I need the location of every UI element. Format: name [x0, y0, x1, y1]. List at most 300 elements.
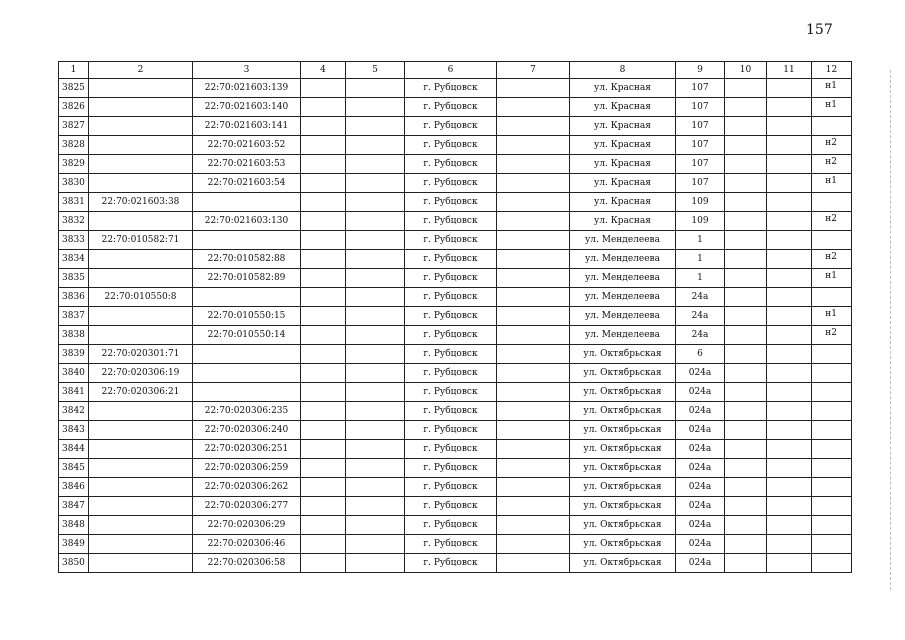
col4-cell [301, 364, 346, 383]
cadastral-number-cell [193, 231, 301, 250]
cadastral-number-cell [193, 383, 301, 402]
street-cell: ул. Менделеева [570, 288, 676, 307]
col5-cell [346, 79, 405, 98]
column-header: 12 [812, 62, 852, 79]
table-row [59, 231, 852, 250]
cadastral-number-cell: 22:70:020306:29 [193, 516, 301, 535]
col7-cell [497, 402, 570, 421]
col7-cell [497, 269, 570, 288]
street-cell: ул. Октябрьская [570, 554, 676, 573]
city-cell: г. Рубцовск [405, 193, 497, 212]
col7-cell [497, 326, 570, 345]
street-cell: ул. Красная [570, 193, 676, 212]
table-row [59, 402, 852, 421]
col10-cell [725, 364, 767, 383]
city-cell: г. Рубцовск [405, 345, 497, 364]
parcel-number-cell [89, 440, 193, 459]
cadastral-number-cell: 22:70:010582:89 [193, 269, 301, 288]
row-number-cell: 3827 [59, 117, 89, 136]
column-header: 11 [767, 62, 812, 79]
row-number-cell: 3835 [59, 269, 89, 288]
col4-cell [301, 478, 346, 497]
col7-cell [497, 288, 570, 307]
cadastral-number-cell: 22:70:020306:46 [193, 535, 301, 554]
parcel-number-cell [89, 516, 193, 535]
city-cell: г. Рубцовск [405, 459, 497, 478]
city-cell: г. Рубцовск [405, 288, 497, 307]
col10-cell [725, 383, 767, 402]
col10-cell [725, 193, 767, 212]
col11-cell [767, 535, 812, 554]
col10-cell [725, 136, 767, 155]
table-row [59, 478, 852, 497]
col7-cell [497, 421, 570, 440]
col4-cell [301, 497, 346, 516]
col11-cell [767, 326, 812, 345]
parcel-number-cell: 22:70:021603:38 [89, 193, 193, 212]
house-number-cell: 24а [676, 307, 725, 326]
col7-cell [497, 345, 570, 364]
note-cell [812, 288, 852, 307]
city-cell: г. Рубцовск [405, 79, 497, 98]
col10-cell [725, 269, 767, 288]
row-number-cell: 3849 [59, 535, 89, 554]
cadastral-number-cell: 22:70:021603:130 [193, 212, 301, 231]
col5-cell [346, 174, 405, 193]
row-number-cell: 3825 [59, 79, 89, 98]
parcel-number-cell: 22:70:010550:8 [89, 288, 193, 307]
parcel-number-cell [89, 478, 193, 497]
house-number-cell: 024а [676, 383, 725, 402]
col5-cell [346, 345, 405, 364]
col4-cell [301, 307, 346, 326]
col4-cell [301, 554, 346, 573]
cadastral-number-cell: 22:70:021603:141 [193, 117, 301, 136]
house-number-cell: 107 [676, 79, 725, 98]
cadastral-number-cell [193, 193, 301, 212]
cadastral-number-cell: 22:70:021603:52 [193, 136, 301, 155]
city-cell: г. Рубцовск [405, 307, 497, 326]
col7-cell [497, 212, 570, 231]
col5-cell [346, 136, 405, 155]
table-row [59, 554, 852, 573]
col10-cell [725, 288, 767, 307]
col7-cell [497, 117, 570, 136]
cadastral-number-cell: 22:70:020306:235 [193, 402, 301, 421]
city-cell: г. Рубцовск [405, 478, 497, 497]
parcel-number-cell [89, 79, 193, 98]
table-body [59, 79, 852, 573]
table-row [59, 174, 852, 193]
cadastral-number-cell: 22:70:020306:277 [193, 497, 301, 516]
col7-cell [497, 250, 570, 269]
cadastral-number-cell: 22:70:020306:240 [193, 421, 301, 440]
col5-cell [346, 459, 405, 478]
col4-cell [301, 516, 346, 535]
col4-cell [301, 136, 346, 155]
col5-cell [346, 497, 405, 516]
column-header: 6 [405, 62, 497, 79]
col7-cell [497, 155, 570, 174]
street-cell: ул. Октябрьская [570, 364, 676, 383]
col11-cell [767, 193, 812, 212]
table-row [59, 98, 852, 117]
col5-cell [346, 98, 405, 117]
col11-cell [767, 516, 812, 535]
cadastral-number-cell: 22:70:021603:53 [193, 155, 301, 174]
parcel-number-cell [89, 212, 193, 231]
col10-cell [725, 478, 767, 497]
row-number-cell: 3831 [59, 193, 89, 212]
parcel-number-cell: 22:70:020301:71 [89, 345, 193, 364]
street-cell: ул. Менделеева [570, 231, 676, 250]
col10-cell [725, 402, 767, 421]
col11-cell [767, 174, 812, 193]
parcel-number-cell [89, 554, 193, 573]
parcel-number-cell [89, 174, 193, 193]
street-cell: ул. Октябрьская [570, 497, 676, 516]
note-cell: н2 [812, 326, 852, 345]
cadastral-number-cell: 22:70:020306:259 [193, 459, 301, 478]
col11-cell [767, 117, 812, 136]
note-cell [812, 421, 852, 440]
col7-cell [497, 307, 570, 326]
col10-cell [725, 212, 767, 231]
note-cell: н2 [812, 136, 852, 155]
city-cell: г. Рубцовск [405, 212, 497, 231]
col4-cell [301, 117, 346, 136]
column-header: 8 [570, 62, 676, 79]
city-cell: г. Рубцовск [405, 155, 497, 174]
col11-cell [767, 440, 812, 459]
col7-cell [497, 193, 570, 212]
house-number-cell: 024а [676, 440, 725, 459]
city-cell: г. Рубцовск [405, 497, 497, 516]
row-number-cell: 3838 [59, 326, 89, 345]
note-cell: н1 [812, 174, 852, 193]
cadastral-number-cell: 22:70:020306:58 [193, 554, 301, 573]
row-number-cell: 3836 [59, 288, 89, 307]
table-row [59, 307, 852, 326]
note-cell [812, 440, 852, 459]
col11-cell [767, 269, 812, 288]
row-number-cell: 3833 [59, 231, 89, 250]
column-header: 7 [497, 62, 570, 79]
parcel-number-cell: 22:70:020306:21 [89, 383, 193, 402]
city-cell: г. Рубцовск [405, 402, 497, 421]
row-number-cell: 3834 [59, 250, 89, 269]
row-number-cell: 3842 [59, 402, 89, 421]
table-row [59, 440, 852, 459]
street-cell: ул. Красная [570, 117, 676, 136]
col4-cell [301, 421, 346, 440]
col10-cell [725, 174, 767, 193]
street-cell: ул. Менделеева [570, 250, 676, 269]
note-cell [812, 193, 852, 212]
row-number-cell: 3847 [59, 497, 89, 516]
col7-cell [497, 497, 570, 516]
col10-cell [725, 117, 767, 136]
parcel-number-cell [89, 402, 193, 421]
table-row [59, 79, 852, 98]
note-cell [812, 383, 852, 402]
street-cell: ул. Октябрьская [570, 459, 676, 478]
col5-cell [346, 478, 405, 497]
row-number-cell: 3830 [59, 174, 89, 193]
house-number-cell: 1 [676, 231, 725, 250]
house-number-cell: 024а [676, 402, 725, 421]
col7-cell [497, 98, 570, 117]
cadastral-number-cell: 22:70:020306:251 [193, 440, 301, 459]
col4-cell [301, 231, 346, 250]
cadastral-number-cell: 22:70:010582:88 [193, 250, 301, 269]
house-number-cell: 109 [676, 212, 725, 231]
table-row [59, 383, 852, 402]
col5-cell [346, 554, 405, 573]
note-cell [812, 497, 852, 516]
row-number-cell: 3848 [59, 516, 89, 535]
note-cell [812, 345, 852, 364]
column-header: 10 [725, 62, 767, 79]
parcel-number-cell [89, 421, 193, 440]
col11-cell [767, 402, 812, 421]
col10-cell [725, 516, 767, 535]
col10-cell [725, 231, 767, 250]
col5-cell [346, 440, 405, 459]
col4-cell [301, 212, 346, 231]
row-number-cell: 3840 [59, 364, 89, 383]
city-cell: г. Рубцовск [405, 440, 497, 459]
col5-cell [346, 250, 405, 269]
row-number-cell: 3837 [59, 307, 89, 326]
table-row [59, 136, 852, 155]
col4-cell [301, 402, 346, 421]
parcel-number-cell [89, 326, 193, 345]
col4-cell [301, 288, 346, 307]
col4-cell [301, 345, 346, 364]
table-row [59, 288, 852, 307]
note-cell [812, 554, 852, 573]
row-number-cell: 3832 [59, 212, 89, 231]
row-number-cell: 3828 [59, 136, 89, 155]
col4-cell [301, 326, 346, 345]
street-cell: ул. Октябрьская [570, 383, 676, 402]
city-cell: г. Рубцовск [405, 117, 497, 136]
col4-cell [301, 174, 346, 193]
col11-cell [767, 307, 812, 326]
street-cell: ул. Красная [570, 155, 676, 174]
col10-cell [725, 554, 767, 573]
table-row [59, 117, 852, 136]
note-cell: н1 [812, 269, 852, 288]
col11-cell [767, 421, 812, 440]
street-cell: ул. Октябрьская [570, 535, 676, 554]
col10-cell [725, 155, 767, 174]
city-cell: г. Рубцовск [405, 421, 497, 440]
col10-cell [725, 535, 767, 554]
parcel-number-cell [89, 155, 193, 174]
street-cell: ул. Красная [570, 212, 676, 231]
city-cell: г. Рубцовск [405, 174, 497, 193]
col5-cell [346, 326, 405, 345]
col10-cell [725, 98, 767, 117]
city-cell: г. Рубцовск [405, 383, 497, 402]
row-number-cell: 3843 [59, 421, 89, 440]
col11-cell [767, 98, 812, 117]
col11-cell [767, 554, 812, 573]
col11-cell [767, 136, 812, 155]
col11-cell [767, 288, 812, 307]
col5-cell [346, 516, 405, 535]
table-row [59, 516, 852, 535]
house-number-cell: 1 [676, 269, 725, 288]
col7-cell [497, 174, 570, 193]
note-cell: н2 [812, 250, 852, 269]
parcel-number-cell [89, 497, 193, 516]
col11-cell [767, 155, 812, 174]
col10-cell [725, 326, 767, 345]
note-cell [812, 117, 852, 136]
city-cell: г. Рубцовск [405, 364, 497, 383]
cadastral-number-cell: 22:70:010550:14 [193, 326, 301, 345]
col7-cell [497, 459, 570, 478]
city-cell: г. Рубцовск [405, 535, 497, 554]
note-cell [812, 231, 852, 250]
col7-cell [497, 554, 570, 573]
row-number-cell: 3839 [59, 345, 89, 364]
col10-cell [725, 459, 767, 478]
row-number-cell: 3844 [59, 440, 89, 459]
table-row [59, 326, 852, 345]
house-number-cell: 109 [676, 193, 725, 212]
row-number-cell: 3846 [59, 478, 89, 497]
house-number-cell: 024а [676, 535, 725, 554]
city-cell: г. Рубцовск [405, 250, 497, 269]
parcel-number-cell [89, 269, 193, 288]
col7-cell [497, 478, 570, 497]
city-cell: г. Рубцовск [405, 231, 497, 250]
city-cell: г. Рубцовск [405, 326, 497, 345]
house-number-cell: 024а [676, 364, 725, 383]
street-cell: ул. Октябрьская [570, 478, 676, 497]
note-cell [812, 516, 852, 535]
column-header: 2 [89, 62, 193, 79]
col4-cell [301, 98, 346, 117]
city-cell: г. Рубцовск [405, 136, 497, 155]
street-cell: ул. Красная [570, 174, 676, 193]
col5-cell [346, 269, 405, 288]
col7-cell [497, 79, 570, 98]
city-cell: г. Рубцовск [405, 554, 497, 573]
house-number-cell: 107 [676, 98, 725, 117]
col7-cell [497, 136, 570, 155]
col10-cell [725, 79, 767, 98]
col5-cell [346, 155, 405, 174]
col11-cell [767, 250, 812, 269]
house-number-cell: 024а [676, 497, 725, 516]
table-row [59, 459, 852, 478]
col11-cell [767, 79, 812, 98]
row-number-cell: 3829 [59, 155, 89, 174]
page-number: 157 [806, 22, 833, 38]
city-cell: г. Рубцовск [405, 516, 497, 535]
table-row [59, 193, 852, 212]
house-number-cell: 107 [676, 155, 725, 174]
street-cell: ул. Красная [570, 79, 676, 98]
note-cell [812, 402, 852, 421]
street-cell: ул. Менделеева [570, 307, 676, 326]
column-header: 4 [301, 62, 346, 79]
cadastral-number-cell: 22:70:021603:139 [193, 79, 301, 98]
col5-cell [346, 212, 405, 231]
note-cell: н2 [812, 155, 852, 174]
table-row [59, 421, 852, 440]
table-row [59, 535, 852, 554]
table-row [59, 364, 852, 383]
parcel-number-cell [89, 307, 193, 326]
street-cell: ул. Красная [570, 136, 676, 155]
row-number-cell: 3850 [59, 554, 89, 573]
house-number-cell: 107 [676, 136, 725, 155]
parcel-number-cell [89, 459, 193, 478]
cadastral-number-cell: 22:70:021603:54 [193, 174, 301, 193]
cadastral-number-cell: 22:70:010550:15 [193, 307, 301, 326]
parcel-number-cell: 22:70:020306:19 [89, 364, 193, 383]
city-cell: г. Рубцовск [405, 98, 497, 117]
cadastral-number-cell: 22:70:021603:140 [193, 98, 301, 117]
street-cell: ул. Октябрьская [570, 402, 676, 421]
house-number-cell: 6 [676, 345, 725, 364]
table-row [59, 212, 852, 231]
parcel-number-cell [89, 117, 193, 136]
col4-cell [301, 440, 346, 459]
col11-cell [767, 231, 812, 250]
row-number-cell: 3826 [59, 98, 89, 117]
col11-cell [767, 383, 812, 402]
note-cell: н2 [812, 212, 852, 231]
col11-cell [767, 212, 812, 231]
column-header: 1 [59, 62, 89, 79]
col7-cell [497, 535, 570, 554]
col10-cell [725, 421, 767, 440]
col4-cell [301, 459, 346, 478]
house-number-cell: 024а [676, 478, 725, 497]
col5-cell [346, 231, 405, 250]
row-number-cell: 3841 [59, 383, 89, 402]
col11-cell [767, 345, 812, 364]
col10-cell [725, 307, 767, 326]
col5-cell [346, 383, 405, 402]
col4-cell [301, 193, 346, 212]
registry-table [58, 61, 852, 573]
cadastral-number-cell: 22:70:020306:262 [193, 478, 301, 497]
cadastral-number-cell [193, 345, 301, 364]
house-number-cell: 024а [676, 459, 725, 478]
street-cell: ул. Красная [570, 98, 676, 117]
table-row [59, 497, 852, 516]
note-cell [812, 535, 852, 554]
col11-cell [767, 364, 812, 383]
house-number-cell: 1 [676, 250, 725, 269]
cadastral-number-cell [193, 364, 301, 383]
street-cell: ул. Менделеева [570, 269, 676, 288]
city-cell: г. Рубцовск [405, 269, 497, 288]
col4-cell [301, 79, 346, 98]
note-cell [812, 459, 852, 478]
col10-cell [725, 345, 767, 364]
note-cell: н1 [812, 307, 852, 326]
parcel-number-cell [89, 250, 193, 269]
